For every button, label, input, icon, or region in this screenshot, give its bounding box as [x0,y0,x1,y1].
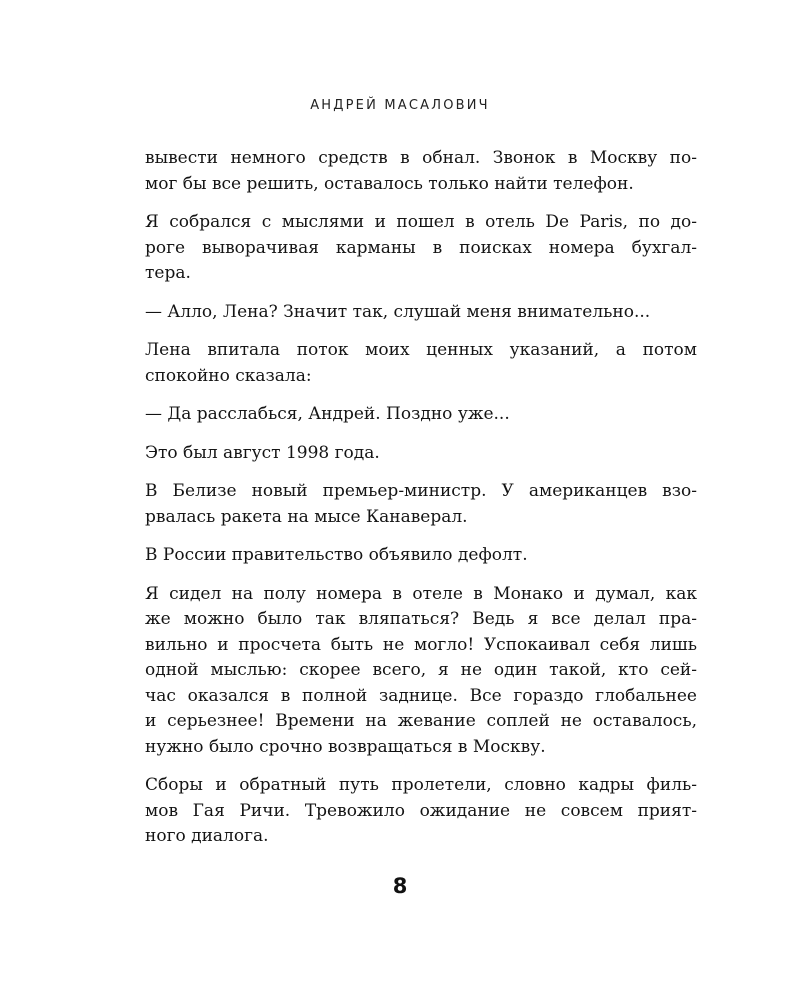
paragraph [145,338,697,389]
text-line: Я собрался с мыслями и пошел в отель De Paris, по до- [145,212,697,232]
paragraph [145,441,697,467]
paragraph [145,402,697,428]
running-head-author: АНДРЕЙ МАСАЛОВИЧ [310,98,490,113]
paragraph [145,479,697,530]
page-number: 8 [392,874,408,898]
text-line: вильно и просчета быть не могло! Успокаивал себя лишь [145,634,697,655]
text-line: — Алло, Лена? Значит так, слушай меня внимательно... [145,301,651,322]
text-line: роге выворачивая карманы в поисках номера бухгал- [145,237,697,258]
text-line: рвалась ракета на мысе Канаверал. [145,506,468,527]
text-line: тера. [145,263,191,283]
text-line: нужно было срочно возвращаться в Москву. [145,736,546,757]
text-line: мог бы все решить, оставалось только найти телефон. [145,173,634,194]
text-line: — Да расслабься, Андрей. Поздно уже... [145,404,510,424]
paragraph [145,300,697,326]
text-line: одной мыслью: скорее всего, я не один такой, кто сей- [145,660,697,680]
paragraph [145,773,697,850]
text-line: Лена впитала поток моих ценных указаний, а потом [145,340,697,360]
paragraph [145,146,697,197]
text-line: ного диалога. [145,826,269,846]
paragraph [145,210,697,287]
body-text [145,146,697,863]
text-line: Это был август 1998 года. [145,442,380,463]
text-line: Я сидел на полу номера в отеле в Монако и думал, как [145,583,697,604]
text-line: спокойно сказала: [145,365,312,386]
paragraph [145,543,697,569]
text-line: В России правительство объявило дефолт. [145,545,528,565]
text-line: мов Гая Ричи. Тревожило ожидание не совсем прият- [145,800,697,821]
text-line: В Белизе новый премьер-министр. У американцев взо- [145,481,697,501]
text-line: вывести немного средств в обнал. Звонок в Москву по- [145,148,697,168]
text-line: Сборы и обратный путь пролетели, словно кадры филь- [145,775,697,795]
text-line: час оказался в полной заднице. Все гораздо глобальнее [145,685,697,706]
text-line: и серьезнее! Времени на жевание соплей не оставалось, [145,711,697,731]
text-line: же можно было так вляпаться? Ведь я все делал пра- [145,609,697,629]
paragraph [145,582,697,761]
